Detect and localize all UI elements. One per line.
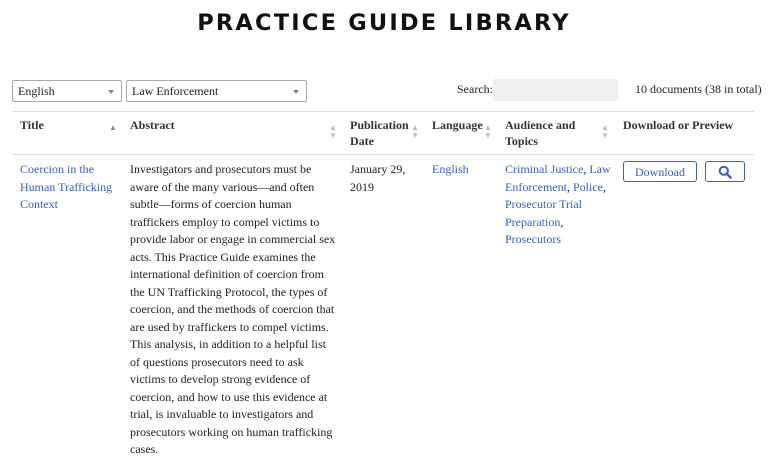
- topic-link[interactable]: Prosecutor Trial Preparation: [505, 197, 583, 229]
- preview-button[interactable]: [705, 161, 745, 182]
- language-link[interactable]: English: [432, 162, 469, 176]
- document-abstract: Investigators and prosecutors must be aware of the many various—and often subtle—forms of coercion human traffickers employ to compel victims to provide labor or engage in commercial sex acts. This Practice Guide examines the international definition of coercion from the UN Trafficking Protocol, the types of coercion, and the methods of coercion that are used by traffickers to compel victims. This analysis, in addition to a helpful list of questions prosecutors need to ask victims to develop strong evidence of coercion, and how to use this evidence at trial, is invaluable to investigators and prosecutors working on human trafficking cases.: [130, 162, 336, 456]
- topic-link[interactable]: Police: [572, 179, 603, 194]
- sort-ascending-icon: ▲: [109, 123, 117, 132]
- document-count: 10 documents (38 in total): [635, 82, 762, 96]
- document-title-link[interactable]: Coercion in the Human Trafficking Context: [20, 162, 113, 211]
- sort-icon: ▲ ▼: [601, 123, 609, 140]
- category-select-value: Law Enforcement: [132, 84, 219, 98]
- language-select[interactable]: [12, 80, 122, 102]
- sort-icon: ▲ ▼: [329, 123, 337, 140]
- column-header-download: Download or Preview: [623, 118, 734, 132]
- column-header-title[interactable]: Title: [20, 118, 44, 132]
- category-select[interactable]: [126, 80, 307, 102]
- download-button[interactable]: Download: [623, 161, 697, 182]
- chevron-down-icon: [293, 90, 299, 94]
- table-header-border: [12, 154, 754, 155]
- column-header-abstract[interactable]: Abstract: [130, 118, 175, 132]
- page-title: PRACTICE GUIDE LIBRARY: [197, 10, 571, 36]
- search-label: Search:: [457, 82, 493, 96]
- search-input[interactable]: [493, 79, 618, 101]
- language-select-value: English: [18, 84, 55, 98]
- chevron-down-icon: [108, 90, 114, 94]
- publication-date: January 29, 2019: [350, 162, 406, 194]
- column-header-publication-date[interactable]: Publication Date: [350, 118, 409, 148]
- sort-icon: ▲ ▼: [411, 123, 419, 140]
- audience-topics: Criminal Justice, Law Enforcement, Police, Prosecutor Trial Preparation, Prosecutors: [505, 162, 611, 246]
- topic-link[interactable]: Prosecutors: [505, 232, 561, 246]
- search-icon: [718, 165, 732, 179]
- table-top-border: [12, 111, 754, 112]
- column-header-audience[interactable]: Audience and Topics: [505, 118, 576, 148]
- column-header-language[interactable]: Language: [432, 118, 483, 132]
- sort-icon: ▲ ▼: [484, 123, 492, 140]
- topic-link[interactable]: Criminal Justice: [505, 162, 584, 176]
- topic-link[interactable]: Law Enforcement: [505, 162, 611, 194]
